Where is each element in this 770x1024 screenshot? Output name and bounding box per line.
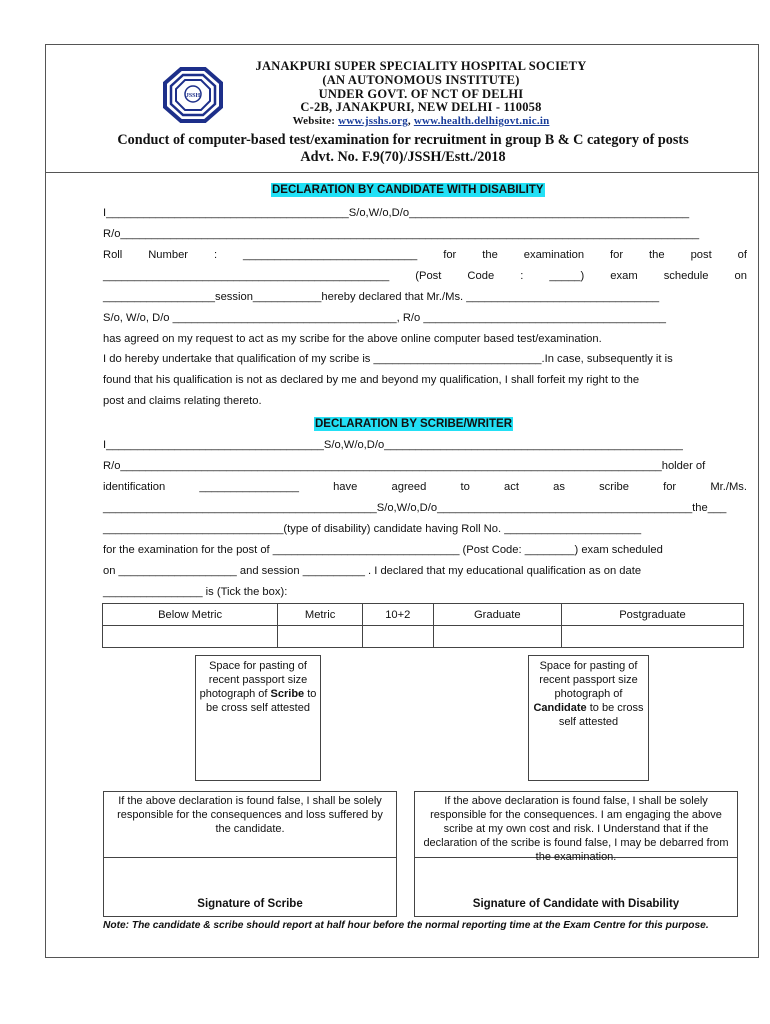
footer-note: Note: The candidate & scribe should report at half hour before the normal reporting time at the Exam Centre for this purpose. [103,920,709,931]
candidate-line-7: has agreed on my request to act as my scribe for the above online computer based test/examination. [103,333,602,345]
scribe-photo-box [195,655,321,781]
organization-header [206,60,636,129]
scribe-line-6: for the examination for the post of ______________________________ (Post Code: ________) exam scheduled [103,544,663,556]
candidate-line-10: post and claims relating thereto. [103,395,262,407]
org-status: (AN AUTONOMOUS INSTITUTE) [322,72,520,87]
scribe-line-7: on ___________________ and session __________ . I declared that my educational qualification as on date [103,565,642,577]
candidate-declaration-heading: DECLARATION BY CANDIDATE WITH DISABILITY [272,184,544,196]
qualification-header: 10+2 [363,604,434,626]
advt-number: Advt. No. F.9(70)/JSSH/Estt./2018 [300,149,506,165]
candidate-signature-box [414,791,738,917]
scribe-line-5: _____________________________(type of disability) candidate having Roll No. ______________________ [103,523,642,535]
scribe-undertaking: If the above declaration is found false, I shall be solely responsible for the consequences and loss suffered by the candidate. [104,792,396,858]
candidate-photo-text-end: to be cross self attested [558,702,644,728]
candidate-line-6: S/o, W/o, D/o ____________________________________, R/o _______________________________________ [103,312,667,324]
scribe-photo-text: Space for pasting of recent passport size photograph of [199,660,308,700]
candidate-line-2: R/o_____________________________________________________________________________________________ [103,228,700,240]
qualification-header: Metric [278,604,363,626]
scribe-photo-text-end: to be cross self attested [206,688,317,714]
org-website: Website: www.jsshs.org, www.health.delhigovt.nic.in [292,115,550,128]
qualification-table [102,603,744,648]
scribe-line-3: identification ________________ have agreed to act as scribe for Mr./Ms. [103,481,747,493]
header-divider [45,172,759,173]
candidate-line-5: __________________session___________hereby declared that Mr./Ms. _______________________________ [103,291,660,303]
candidate-line-1: I_______________________________________S/o,W/o,D/o_____________________________________________ [103,207,690,219]
candidate-photo-text: Space for pasting of recent passport size photograph of [539,660,638,700]
scribe-signature-label: Signature of Scribe [197,898,303,910]
scribe-line-8: ________________ is (Tick the box): [103,586,288,598]
document-title [48,132,758,166]
scribe-declaration-heading: DECLARATION BY SCRIBE/WRITER [315,418,512,430]
conduct-title: Conduct of computer-based test/examination for recruitment in group B & C category of posts [117,132,689,148]
tick-box-below-metric[interactable] [103,626,278,648]
logo-text: JSSH [185,93,201,99]
scribe-signature-box [103,791,397,917]
tick-box-metric[interactable] [278,626,363,648]
org-address: C-2B, JANAKPURI, NEW DELHI - 110058 [300,100,542,115]
scribe-photo-bold: Scribe [270,688,305,700]
candidate-photo-box [528,655,649,781]
candidate-photo-bold: Candidate [533,702,587,714]
scribe-line-1: I___________________________________S/o,W/o,D/o________________________________________________ [103,439,683,451]
scribe-line-4: ____________________________________________S/o,W/o,D/o_________________________________________the___ [103,502,727,514]
qualification-header: Postgraduate [561,604,743,626]
website-label: Website: [292,115,336,128]
tick-box-graduate[interactable] [433,626,561,648]
qualification-header: Graduate [433,604,561,626]
candidate-line-3: Roll Number : ____________________________ for the examination for the post of [103,249,747,261]
website-link-jsshs[interactable]: www.jsshs.org [338,115,408,128]
candidate-signature-label: Signature of Candidate with Disability [472,898,680,910]
tick-box-10-plus-2[interactable] [363,626,434,648]
qualification-tick-row [103,626,744,648]
qualification-header-row [103,604,744,626]
candidate-line-8: I do hereby undertake that qualification of my scribe is ___________________________.In case, subsequently it is [103,353,673,365]
org-govt: UNDER GOVT. OF NCT OF DELHI [318,86,524,101]
qualification-header: Below Metric [103,604,278,626]
candidate-line-4: ______________________________________________ (Post Code : _____) exam schedule on [103,270,747,282]
org-name: JANAKPURI SUPER SPECIALITY HOSPITAL SOCIETY [255,59,587,73]
candidate-line-9: found that his qualification is not as declared by me and beyond my qualification, I shall forfeit my right to the [103,374,640,386]
tick-box-postgraduate[interactable] [561,626,743,648]
website-link-health[interactable]: www.health.delhigovt.nic.in [413,115,550,128]
scribe-line-2: R/o_______________________________________________________________________________________holder of [103,460,706,472]
candidate-undertaking: If the above declaration is found false, I shall be solely responsible for the consequences. I am engaging the above scribe at my own cost and risk. I Understand that if the declaration of the scribe is found false, I may be debarred from the examination. [415,792,737,858]
